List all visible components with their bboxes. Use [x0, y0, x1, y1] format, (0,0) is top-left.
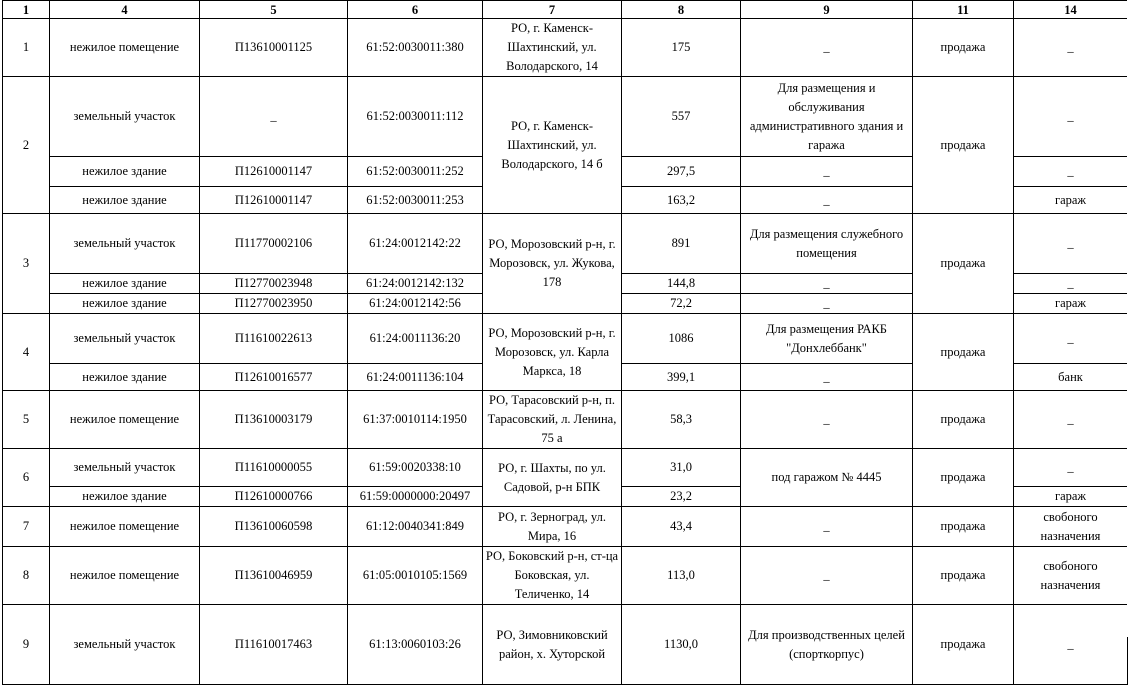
purpose: _ [741, 547, 913, 605]
sale-method: продажа [913, 605, 1014, 685]
address: РО, Морозовский р-н, г. Морозовск, ул. Жукова, 178 [483, 214, 622, 314]
inventory-number: П12610000766 [200, 487, 348, 507]
cadastral-number: 61:52:0030011:112 [348, 77, 483, 157]
inventory-number: П12610001147 [200, 157, 348, 187]
row-number: 8 [3, 547, 50, 605]
sale-method: продажа [913, 19, 1014, 77]
usage: _ [1014, 605, 1128, 685]
cadastral-number: 61:24:0012142:56 [348, 294, 483, 314]
row-number: 2 [3, 77, 50, 214]
cadastral-number: 61:12:0040341:849 [348, 507, 483, 547]
cadastral-number: 61:52:0030011:252 [348, 157, 483, 187]
purpose: _ [741, 391, 913, 449]
cadastral-number: 61:52:0030011:380 [348, 19, 483, 77]
row-number: 4 [3, 314, 50, 391]
cadastral-number: 61:13:0060103:26 [348, 605, 483, 685]
object-type: земельный участок [50, 449, 200, 487]
col-header-4: 4 [50, 1, 200, 19]
usage: _ [1014, 391, 1128, 449]
address: РО, Тарасовский р-н, п. Тарасовский, л. Ленина, 75 а [483, 391, 622, 449]
col-header-6: 6 [348, 1, 483, 19]
sale-method: продажа [913, 214, 1014, 314]
object-type: земельный участок [50, 77, 200, 157]
sale-method: продажа [913, 449, 1014, 507]
area: 399,1 [622, 364, 741, 391]
inventory-number: П12770023948 [200, 274, 348, 294]
purpose: _ [741, 19, 913, 77]
purpose: _ [741, 364, 913, 391]
area: 23,2 [622, 487, 741, 507]
area: 58,3 [622, 391, 741, 449]
usage: свобоного назначения [1014, 507, 1128, 547]
object-type: нежилое здание [50, 274, 200, 294]
usage: _ [1014, 77, 1128, 157]
inventory-number: П12610001147 [200, 187, 348, 214]
sale-method: продажа [913, 507, 1014, 547]
sale-method: продажа [913, 314, 1014, 391]
object-type: нежилое помещение [50, 19, 200, 77]
purpose: _ [741, 157, 913, 187]
cadastral-number: 61:24:0012142:132 [348, 274, 483, 294]
inventory-number: П11610017463 [200, 605, 348, 685]
area: 163,2 [622, 187, 741, 214]
area: 43,4 [622, 507, 741, 547]
col-header-1: 1 [3, 1, 50, 19]
usage: _ [1014, 214, 1128, 274]
area: 72,2 [622, 294, 741, 314]
object-type: земельный участок [50, 214, 200, 274]
address: РО, Зимовниковский район, х. Хуторской [483, 605, 622, 685]
purpose: _ [741, 507, 913, 547]
cadastral-number: 61:24:0011136:104 [348, 364, 483, 391]
inventory-number: П13610060598 [200, 507, 348, 547]
cadastral-number: 61:24:0012142:22 [348, 214, 483, 274]
usage: _ [1014, 314, 1128, 364]
object-type: земельный участок [50, 314, 200, 364]
inventory-number: П13610046959 [200, 547, 348, 605]
address: РО, Морозовский р-н, г. Морозовск, ул. Карла Маркса, 18 [483, 314, 622, 391]
object-type: нежилое помещение [50, 391, 200, 449]
table-row [3, 214, 1128, 274]
inventory-number: П11770002106 [200, 214, 348, 274]
row-number: 9 [3, 605, 50, 685]
object-type: нежилое здание [50, 294, 200, 314]
purpose: Для размещения служебного помещения [741, 214, 913, 274]
row-number: 1 [3, 19, 50, 77]
sale-method: продажа [913, 547, 1014, 605]
usage: _ [1014, 449, 1128, 487]
object-type: нежилое здание [50, 157, 200, 187]
area: 297,5 [622, 157, 741, 187]
area: 1130,0 [622, 605, 741, 685]
purpose: Для производственных целей (спорткорпус) [741, 605, 913, 685]
area: 144,8 [622, 274, 741, 294]
inventory-number: П12770023950 [200, 294, 348, 314]
property-table [2, 0, 1128, 685]
usage: _ [1014, 274, 1128, 294]
address: РО, г. Зерноград, ул. Мира, 16 [483, 507, 622, 547]
table-row [3, 507, 1128, 547]
object-type: земельный участок [50, 605, 200, 685]
usage: банк [1014, 364, 1128, 391]
usage: _ [1014, 157, 1128, 187]
row-number: 5 [3, 391, 50, 449]
inventory-number: П12610016577 [200, 364, 348, 391]
inventory-number: П11610022613 [200, 314, 348, 364]
object-type: нежилое помещение [50, 507, 200, 547]
area: 175 [622, 19, 741, 77]
area: 31,0 [622, 449, 741, 487]
table-row [3, 19, 1128, 77]
cadastral-number: 61:05:0010105:1569 [348, 547, 483, 605]
table-row [3, 391, 1128, 449]
inventory-number: П13610003179 [200, 391, 348, 449]
cadastral-number: 61:37:0010114:1950 [348, 391, 483, 449]
cadastral-number: 61:59:0020338:10 [348, 449, 483, 487]
col-header-14: 14 [1014, 1, 1128, 19]
cadastral-number: 61:24:0011136:20 [348, 314, 483, 364]
header-row [3, 1, 1128, 19]
address: РО, г. Каменск-Шахтинский, ул. Володарского, 14 [483, 19, 622, 77]
address: РО, г. Шахты, по ул. Садовой, р-н БПК [483, 449, 622, 507]
table-row [3, 547, 1128, 605]
table-row [3, 449, 1128, 487]
col-header-9: 9 [741, 1, 913, 19]
sale-method: продажа [913, 77, 1014, 214]
area: 891 [622, 214, 741, 274]
col-header-11: 11 [913, 1, 1014, 19]
purpose: _ [741, 294, 913, 314]
object-type: нежилое здание [50, 364, 200, 391]
table-row [3, 77, 1128, 157]
area: 113,0 [622, 547, 741, 605]
purpose: под гаражом № 4445 [741, 449, 913, 507]
purpose: Для размещения РАКБ "Донхлеббанк" [741, 314, 913, 364]
purpose: _ [741, 187, 913, 214]
object-type: нежилое здание [50, 487, 200, 507]
area: 557 [622, 77, 741, 157]
object-type: нежилое помещение [50, 547, 200, 605]
row-number: 7 [3, 507, 50, 547]
inventory-number: П13610001125 [200, 19, 348, 77]
purpose: _ [741, 274, 913, 294]
cadastral-number: 61:59:0000000:20497 [348, 487, 483, 507]
purpose: Для размещения и обслуживания административного здания и гаража [741, 77, 913, 157]
col-header-5: 5 [200, 1, 348, 19]
usage: гараж [1014, 187, 1128, 214]
inventory-number: _ [200, 77, 348, 157]
usage: _ [1014, 19, 1128, 77]
usage: гараж [1014, 294, 1128, 314]
col-header-7: 7 [483, 1, 622, 19]
row-number: 6 [3, 449, 50, 507]
area: 1086 [622, 314, 741, 364]
table-row [3, 605, 1128, 685]
usage: свобоного назначения [1014, 547, 1128, 605]
col-header-8: 8 [622, 1, 741, 19]
row-number: 3 [3, 214, 50, 314]
inventory-number: П11610000055 [200, 449, 348, 487]
table-row [3, 314, 1128, 364]
cadastral-number: 61:52:0030011:253 [348, 187, 483, 214]
sale-method: продажа [913, 391, 1014, 449]
usage: гараж [1014, 487, 1128, 507]
address: РО, г. Каменск-Шахтинский, ул. Володарского, 14 б [483, 77, 622, 214]
address: РО, Боковский р-н, ст-ца Боковская, ул. Теличенко, 14 [483, 547, 622, 605]
object-type: нежилое здание [50, 187, 200, 214]
